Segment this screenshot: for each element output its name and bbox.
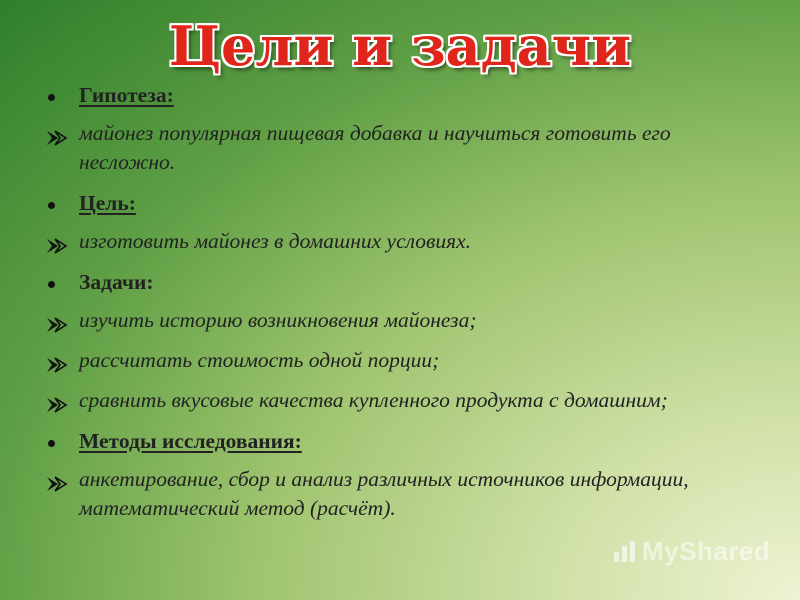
slide-content <box>46 80 726 523</box>
bullet-dot-icon <box>48 427 76 456</box>
slide-title: Цели и задачи <box>168 14 632 78</box>
point-methods-1 <box>46 465 726 523</box>
heading-tasks <box>46 268 726 297</box>
watermark <box>612 536 770 571</box>
point-tasks-1 <box>46 306 726 335</box>
heading-hypothesis <box>46 81 726 110</box>
bullet-dot-icon <box>48 81 76 110</box>
heading-text: Цель: <box>79 191 136 215</box>
heading-methods <box>46 427 726 456</box>
arrow-bullet-icon <box>46 234 74 263</box>
heading-text: Задачи: <box>79 270 154 294</box>
point-tasks-2 <box>46 346 726 375</box>
point-text: изготовить майонез в домашних условиях. <box>79 229 471 253</box>
point-hypothesis-1 <box>46 119 726 177</box>
arrow-bullet-icon <box>46 353 74 382</box>
bullet-dot-icon <box>48 268 76 297</box>
point-text: рассчитать стоимость одной порции; <box>79 348 440 372</box>
arrow-bullet-icon <box>46 313 74 342</box>
heading-goal <box>46 189 726 218</box>
bar-chart-icon <box>612 538 638 571</box>
heading-text: Методы исследования: <box>79 429 302 453</box>
point-text: изучить историю возникновения майонеза; <box>79 308 477 332</box>
arrow-bullet-icon <box>46 126 74 155</box>
point-text: сравнить вкусовые качества купленного продукта с домашним; <box>79 388 668 412</box>
arrow-bullet-icon <box>46 393 74 422</box>
watermark-text: MyShared <box>642 536 771 566</box>
point-tasks-3 <box>46 386 726 415</box>
point-goal-1 <box>46 227 726 256</box>
bullet-dot-icon <box>48 189 76 218</box>
heading-text: Гипотеза: <box>79 83 174 107</box>
arrow-bullet-icon <box>46 472 74 501</box>
point-text: майонез популярная пищевая добавка и научиться готовить его несложно. <box>79 121 671 174</box>
point-text: анкетирование, сбор и анализ различных источников информации, математический метод (расчёт). <box>79 467 689 520</box>
